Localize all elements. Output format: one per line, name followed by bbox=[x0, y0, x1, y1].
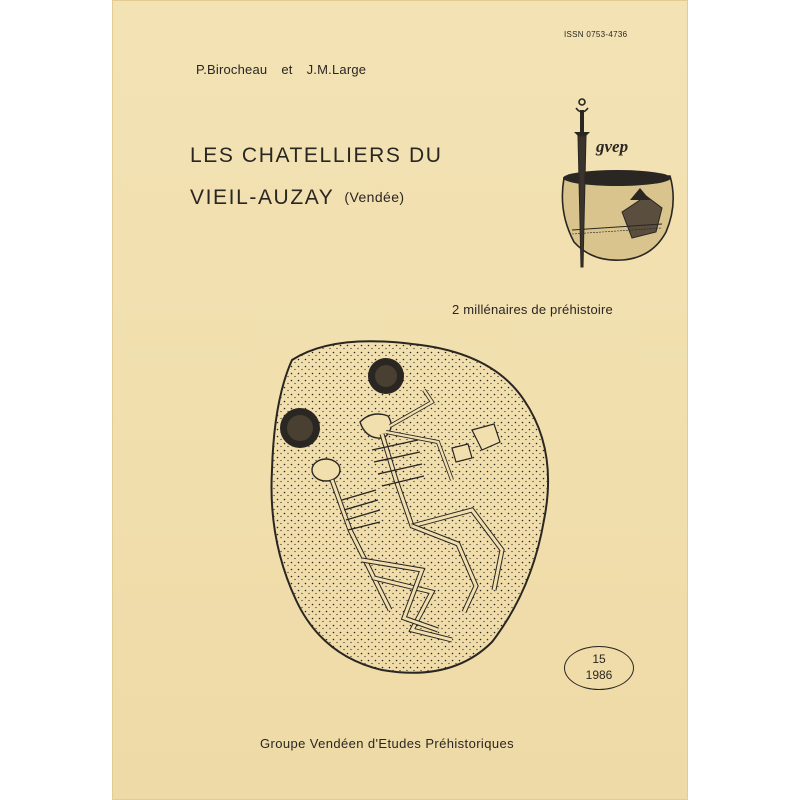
title-line-2 bbox=[190, 186, 404, 210]
book-cover bbox=[112, 0, 688, 800]
author-connector: et bbox=[281, 62, 293, 77]
publisher-name: Groupe Vendéen d'Etudes Préhistoriques bbox=[260, 736, 515, 751]
authors-line bbox=[196, 62, 366, 77]
title-main: VIEIL-AUZAY bbox=[190, 186, 335, 209]
issue-number: 15 bbox=[592, 652, 606, 666]
title-line-1: LES CHATELLIERS DU bbox=[190, 144, 443, 167]
issn-number: ISSN 0753-4736 bbox=[564, 30, 628, 39]
author-large: J.M.Large bbox=[306, 62, 367, 77]
author-birocheau: P.Birocheau bbox=[196, 62, 268, 77]
title-region: (Vendée) bbox=[344, 189, 405, 205]
subtitle: 2 millénaires de préhistoire bbox=[452, 302, 613, 317]
burial-illustration bbox=[262, 330, 562, 685]
logo-lettering: gvep bbox=[596, 137, 629, 156]
issue-year: 1986 bbox=[585, 668, 613, 682]
gvep-logo bbox=[552, 92, 680, 270]
issue-badge bbox=[564, 646, 634, 690]
